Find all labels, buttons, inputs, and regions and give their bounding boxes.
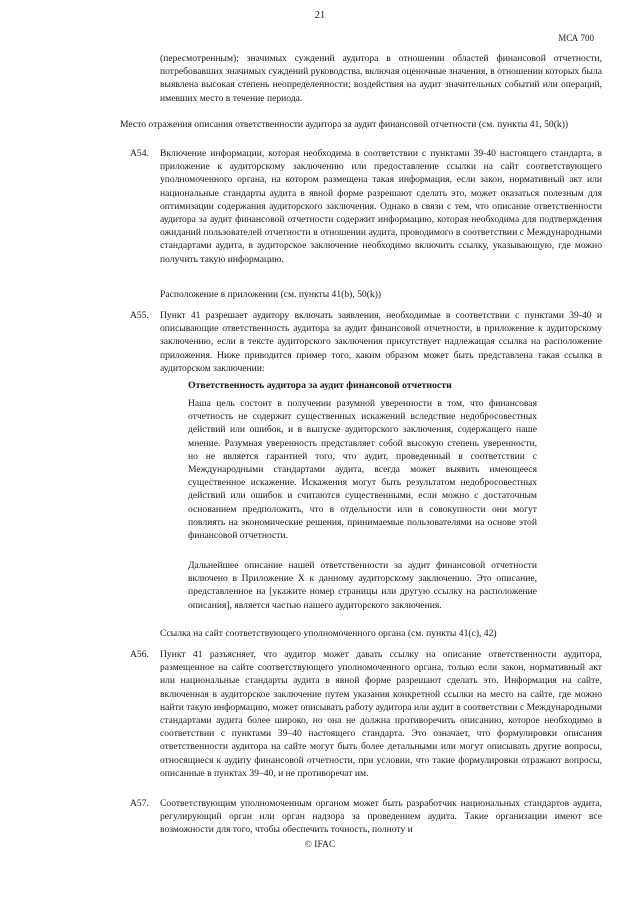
paragraph-label-a57: A57. bbox=[130, 798, 149, 809]
paragraph-label-a56: A56. bbox=[130, 649, 149, 660]
section-heading-location: Место отражения описания ответственности аудитора за аудит финансовой отчетности (см. пункты 41, 50(k)) bbox=[120, 119, 569, 130]
paragraph-a55: Пункт 41 разрешает аудитору включать заявления, необходимые в соответствии с пунктами 39-40 и описывающие ответственность аудитора за аудит финансовой отчетности, в приложение к аудиторскому заключению, если в тексте аудиторского заключения присутствует надлежащая ссылка на расположение приложения. Ниже приводится пример того, каким образом может быть представлена такая ссылка в аудиторском заключении: bbox=[160, 310, 602, 374]
paragraph-label-a55: A55. bbox=[130, 310, 149, 321]
paragraph-label-a54: A54. bbox=[130, 148, 149, 159]
copyright-footer: © IFAC bbox=[304, 840, 336, 850]
paragraph-a57: Соответствующим уполномоченным органом может быть разработчик национальных стандартов аудита, регулирующий орган или орган надзора за проведением аудита. Такие организации имеют все возможности для того, чтобы обеспечить точность, полноту и bbox=[160, 798, 602, 836]
paragraph-a54: Включение информации, которая необходима в соответствии с пунктами 39-40 настоящего стандарта, в приложение к аудиторскому заключению или предоставление ссылки на сайт соответствующего уполномоченного органа, на котором размещена такая информация, если закон, нормативный акт или национальные стандарты аудита в явной форме разрешают сделать это, может оказаться полезным для оптимизации содержания аудиторского заключения. Однако в связи с тем, что описание ответственности аудитора за аудит финансовой отчетности содержит информацию, которая необходима для подтверждения ожиданий пользователей отчетности в отношении аудита, проводимого в соответствии с Международными стандартами аудита, в аудиторское заключение необходимо включить ссылку, указывающую, где можно получить такую информацию. bbox=[160, 148, 602, 265]
paragraph-a56: Пункт 41 разъясняет, что аудитор может давать ссылку на описание ответственности аудитора, размещенное на сайте соответствующего уполномоченного органа, только если закон, нормативный акт или национальные стандарты аудита в явной форме разрешают сделать это. Информация на сайте, включенная в аудиторское заключение путем указания конкретной ссылки на место на сайте, где можно найти такую информацию, может описывать работу аудитора или аудит в соответствии с Международными стандартами аудита более широко, но она не должна противоречить описанию, которое необходимо в соответствии с пунктами 39–40 настоящего стандарта. Это означает, что формулировки описания ответственности аудитора на сайте могут быть более детальными или могут описывать другие вопросы, относящиеся к аудиту финансовой отчетности, при условии, что такие формулировки отражают вопросы, описанные в пунктах 39–40, и не противоречат им. bbox=[160, 649, 602, 779]
standard-code: МСА 700 bbox=[558, 33, 594, 43]
example-paragraph-2: Дальнейшее описание нашей ответственности за аудит финансовой отчетности включено в Приложение X к данному аудиторскому заключению. Это описание, представленное на [укажите номер страницы или другую ссылку на расположение описания], является частью нашего аудиторского заключения. bbox=[188, 560, 537, 611]
page-number: 21 bbox=[314, 10, 326, 21]
example-title: Ответственность аудитора за аудит финансовой отчетности bbox=[188, 380, 452, 391]
continued-paragraph: (пересмотренным); значимых суждений аудитора в отношении областей финансовой отчетности, потребовавших значимых суждений руководства, включая оценочные значения, в отношении которых была выявлена высокая степень неопределенности; воздействия на аудит значительных событий или операций, имевших место в течение периода. bbox=[160, 53, 602, 104]
example-paragraph-1: Наша цель состоит в получении разумной уверенности в том, что финансовая отчетность не содержит существенных искажений вследствие недобросовестных действий или ошибок, и в выпуске аудиторского заключения, содержащего наше мнение. Разумная уверенность представляет собой высокую степень уверенности, но не является гарантией того, что аудит, проведенный в соответствии с Международными стандартами аудита, всегда может выявить имеющееся существенное искажение. Искажения могут быть результатом недобросовестных действий или ошибок и считаются существенными, если можно с достаточным основанием предположить, что в отдельности или в совокупности они могут повлиять на экономические решения, принимаемые пользователями на основе этой финансовой отчетности. bbox=[188, 398, 537, 542]
section-heading-appendix: Расположение в приложении (см. пункты 41(b), 50(k)) bbox=[160, 289, 382, 300]
section-heading-website: Ссылка на сайт соответствующего уполномоченного органа (см. пункты 41(c), 42) bbox=[160, 628, 497, 639]
